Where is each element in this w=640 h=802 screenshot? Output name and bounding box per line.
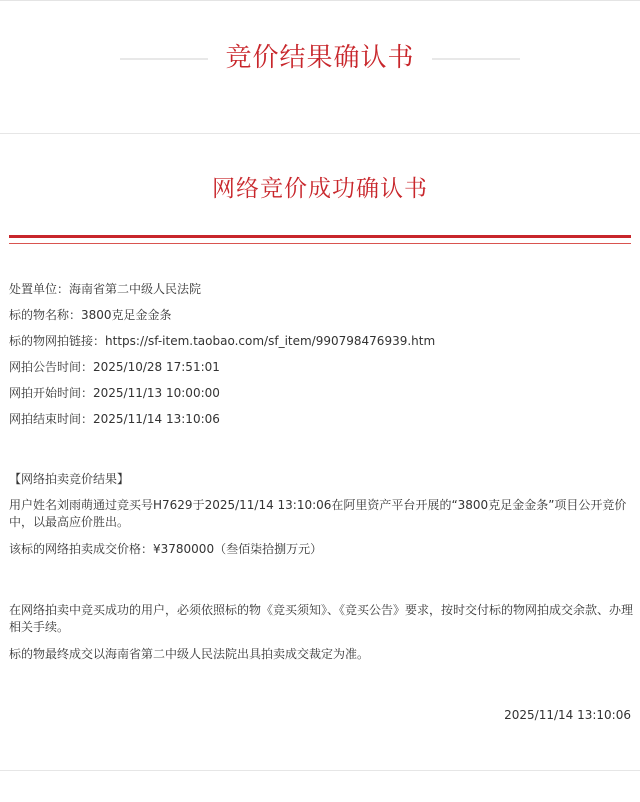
final-paragraph: 标的物最终成交以海南省第二中级人民法院出具拍卖成交裁定为准。 bbox=[9, 647, 370, 661]
title-divider-thick bbox=[9, 235, 631, 238]
page-title: 竞价结果确认书 bbox=[225, 43, 415, 73]
price-paragraph: 该标的网络拍卖成交价格：¥3780000（叁佰柒拾捌万元） bbox=[9, 542, 323, 556]
field-end-time bbox=[9, 411, 220, 427]
field-value: 3800克足金金条 bbox=[81, 308, 172, 322]
field-announce-time bbox=[9, 359, 220, 375]
header bbox=[0, 0, 640, 134]
field-item-name bbox=[9, 307, 172, 323]
result-paragraph: 用户姓名刘雨萌通过竞买号H7629于2025/11/14 13:10:06在阿里资产平台开展的“3800克足金金条”项目公开竞价中，以最高应价胜出。 bbox=[9, 498, 627, 529]
field-label: 处置单位： bbox=[9, 282, 70, 296]
result-section-title: 【网络拍卖竞价结果】 bbox=[9, 472, 130, 486]
field-value: 2025/11/13 10:00:00 bbox=[93, 386, 220, 400]
field-value: 海南省第二中级人民法院 bbox=[69, 282, 202, 296]
field-label: 网拍开始时间： bbox=[9, 386, 94, 400]
notice-paragraph: 在网络拍卖中竞买成功的用户，必须依照标的物《竞买须知》、《竞买公告》要求，按时交付标的物网拍成交余款、办理相关手续。 bbox=[9, 603, 634, 634]
header-rule-right bbox=[432, 58, 520, 60]
title-divider-thin bbox=[9, 243, 631, 244]
field-value: 2025/10/28 17:51:01 bbox=[93, 360, 220, 374]
sign-date: 2025/11/14 13:10:06 bbox=[504, 708, 631, 722]
field-disposal-unit bbox=[9, 281, 201, 297]
field-value: 2025/11/14 13:10:06 bbox=[93, 412, 220, 426]
bottom-divider bbox=[0, 770, 640, 771]
field-label: 标的物名称： bbox=[9, 308, 82, 322]
document-title: 网络竞价成功确认书 bbox=[212, 176, 428, 202]
field-label: 网拍结束时间： bbox=[9, 412, 94, 426]
field-label: 标的物网拍链接： bbox=[9, 334, 106, 348]
field-item-link bbox=[9, 333, 435, 349]
field-start-time bbox=[9, 385, 220, 401]
item-link[interactable]: https://sf-item.taobao.com/sf_item/990798476939.htm bbox=[105, 334, 436, 348]
field-label: 网拍公告时间： bbox=[9, 360, 94, 374]
